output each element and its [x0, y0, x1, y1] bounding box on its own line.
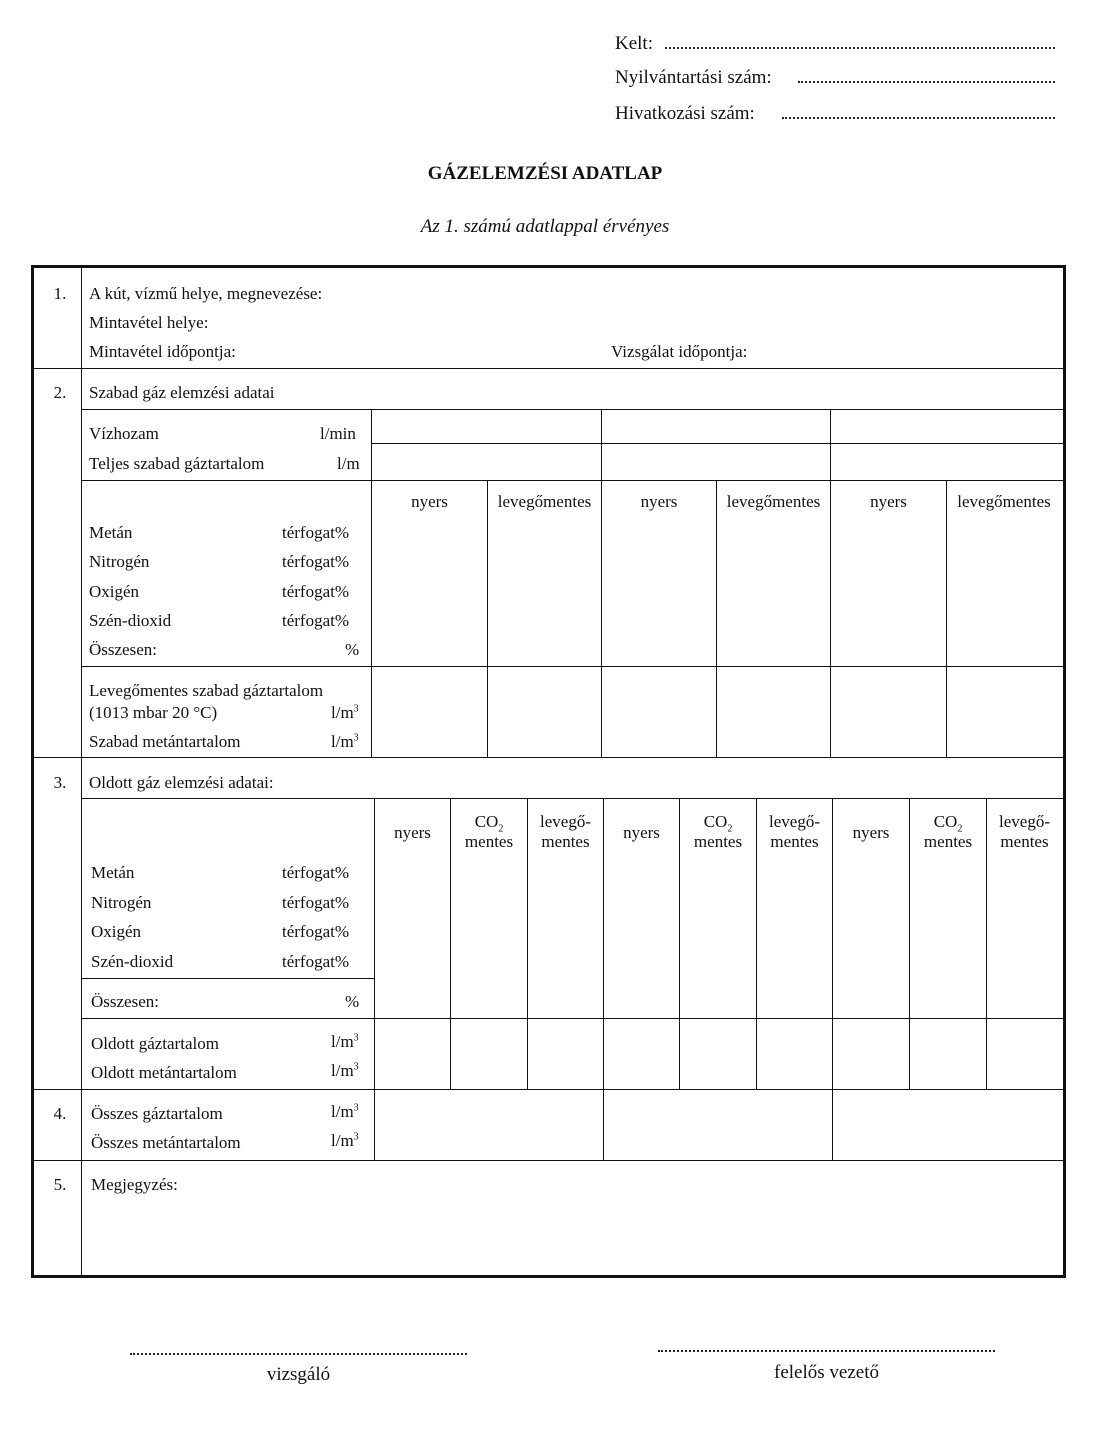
s2-composition-bottom-line [82, 666, 1063, 667]
date-field [615, 33, 653, 55]
s2-co2-label: Szén-dioxid [89, 611, 172, 630]
section-3-bottom-line [33, 1089, 1063, 1090]
section-2-bottom-line [33, 757, 1063, 758]
s3-col-air-free-2: mentes [770, 832, 819, 851]
dissolved-methane-unit: $l/m^3$ [331, 1061, 359, 1080]
dissolved-gas-label: Oldott gáztartalom [91, 1034, 219, 1053]
form-table [31, 265, 1066, 1278]
s2-col-raw-1: nyers [411, 492, 448, 511]
s3-label-column-divider [374, 798, 375, 1089]
free-methane-label: Szabad metántartalom [89, 732, 241, 751]
s2-oxygen-label: Oxigén [89, 582, 140, 601]
total-free-gas-unit: l/m [337, 454, 360, 473]
s3-oxygen-label: Oxigén [91, 922, 142, 941]
registry-field [615, 67, 772, 89]
water-flow-row-line [372, 443, 1063, 444]
dissolved-methane-label: Oldott metántartalom [91, 1063, 237, 1082]
s3-col-co2-1: $CO_2$ [474, 812, 504, 835]
sample-time-label: Mintavétel időpontja: [89, 342, 236, 361]
s3-col-air-2: levegő- [769, 812, 820, 831]
s3-col-raw-2: nyers [623, 823, 660, 842]
section-3-number: 3. [53, 773, 67, 792]
s3-methane-label: Metán [91, 863, 135, 882]
s3-col-raw-3: nyers [852, 823, 890, 842]
well-label: A kút, vízmű helye, megnevezése: [89, 284, 323, 303]
free-methane-unit: $l/m^3$ [331, 732, 359, 751]
s3-col-air-free-3: mentes [1000, 832, 1049, 851]
dissolved-gas-title: Oldott gáz elemzési adatai: [89, 773, 274, 792]
s3-col-co2-2: $CO_2$ [703, 812, 733, 835]
s2-nitrogen-label: Nitrogén [89, 552, 150, 571]
registry-dotted-line[interactable] [798, 81, 1055, 83]
date-label: Kelt: [615, 33, 653, 54]
sample-place-label: Mintavétel helye: [89, 313, 209, 332]
s3-methane-unit: térfogat% [282, 863, 350, 882]
s3-total-unit: % [345, 992, 360, 1011]
s4-label-column-divider [374, 1089, 375, 1160]
airfree-gas-conditions: (1013 mbar 20 °C) [89, 703, 218, 722]
section-1-number: 1. [53, 284, 67, 303]
s4-group-divider-1 [603, 1089, 604, 1160]
note-label: Megjegyzés: [91, 1175, 178, 1194]
s2-methane-label: Metán [89, 523, 133, 542]
s2-co2-unit: térfogat% [282, 611, 350, 630]
s2-col-raw-3: nyers [870, 492, 907, 511]
water-flow-label: Vízhozam [89, 424, 159, 443]
s3-col-co2-free-2: mentes [693, 832, 743, 851]
reference-label: Hivatkozási szám: [615, 103, 755, 124]
section-4-bottom-line [33, 1160, 1063, 1161]
s3-nitrogen-unit: térfogat% [282, 893, 350, 912]
s2-subcol-divider-3 [946, 481, 947, 757]
manager-signature-line[interactable] [658, 1350, 995, 1352]
s3-co2-label: Szén-dioxid [91, 952, 174, 971]
section-2-title-line [82, 409, 1063, 410]
s2-nitrogen-unit: térfogat% [282, 552, 350, 571]
document-subtitle: Az 1. számú adatlappal érvényes [420, 216, 670, 237]
s3-col-raw-1: nyers [394, 823, 431, 842]
s3-composition-line [82, 978, 374, 979]
total-free-gas-label: Teljes szabad gáztartalom [89, 454, 265, 473]
s3-col-co2-3: $CO_2$ [933, 812, 963, 835]
free-gas-title: Szabad gáz elemzési adatai [89, 383, 275, 402]
s3-col-co2-free-1: mentes [464, 832, 514, 851]
airfree-gas-label: Levegőmentes szabad gáztartalom [89, 681, 324, 700]
s2-methane-unit: térfogat% [282, 523, 350, 542]
s2-label-column-divider [371, 409, 372, 757]
examiner-signature-line[interactable] [130, 1353, 467, 1355]
test-time-label: Vizsgálat időpontja: [611, 342, 748, 361]
document-title: GÁZELEMZÉSI ADATLAP [427, 163, 663, 184]
manager-label: felelős vezető [774, 1362, 879, 1383]
number-column-divider [81, 267, 82, 1277]
section-2-number: 2. [53, 383, 67, 402]
s4-group-divider-2 [832, 1089, 833, 1160]
s3-group-divider-1 [603, 798, 604, 1089]
date-dotted-line[interactable] [665, 47, 1055, 49]
section-5-number: 5. [53, 1175, 67, 1194]
s3-total-label: Összesen: [91, 992, 159, 1011]
s2-group-divider-1 [601, 409, 602, 757]
s2-oxygen-unit: térfogat% [282, 582, 350, 601]
total-gas-unit: $l/m^3$ [331, 1102, 359, 1121]
s3-co2-unit: térfogat% [282, 952, 350, 971]
s3-oxygen-unit: térfogat% [282, 922, 350, 941]
s3-total-bottom-line [82, 1018, 1063, 1019]
water-flow-unit: l/min [320, 424, 356, 443]
s2-group-divider-2 [830, 409, 831, 757]
section-3-title-line [82, 798, 1063, 799]
s3-col-co2-free-3: mentes [923, 832, 973, 851]
s2-col-raw-2: nyers [640, 492, 678, 511]
dissolved-gas-unit: $l/m^3$ [331, 1032, 359, 1051]
s2-total-label: Összesen: [89, 640, 157, 659]
total-methane-label: Összes metántartalom [91, 1133, 241, 1152]
s3-col-air-1: levegő- [540, 812, 591, 831]
registry-label: Nyilvántartási szám: [615, 67, 772, 88]
reference-dotted-line[interactable] [782, 117, 1055, 119]
total-gas-label: Összes gáztartalom [91, 1104, 223, 1123]
s2-col-airfree-1: levegőmentes [497, 492, 592, 511]
reference-field [615, 103, 755, 125]
s2-col-airfree-3: levegőmentes [957, 492, 1051, 511]
airfree-gas-unit: $l/m^3$ [331, 703, 359, 722]
s2-subcol-divider-2 [716, 481, 717, 757]
section-1-bottom-line [33, 368, 1063, 369]
examiner-label: vizsgáló [266, 1364, 331, 1385]
section-4-number: 4. [53, 1104, 67, 1123]
s3-col-air-free-1: mentes [541, 832, 590, 851]
s3-group-divider-2 [832, 798, 833, 1089]
total-methane-unit: $l/m^3$ [331, 1131, 359, 1150]
s2-total-unit: % [345, 640, 360, 659]
total-free-gas-row-line [82, 480, 1063, 481]
s3-col-air-3: levegő- [999, 812, 1050, 831]
s3-nitrogen-label: Nitrogén [91, 893, 152, 912]
s2-subcol-divider-1 [487, 481, 488, 757]
s2-col-airfree-2: levegőmentes [726, 492, 821, 511]
